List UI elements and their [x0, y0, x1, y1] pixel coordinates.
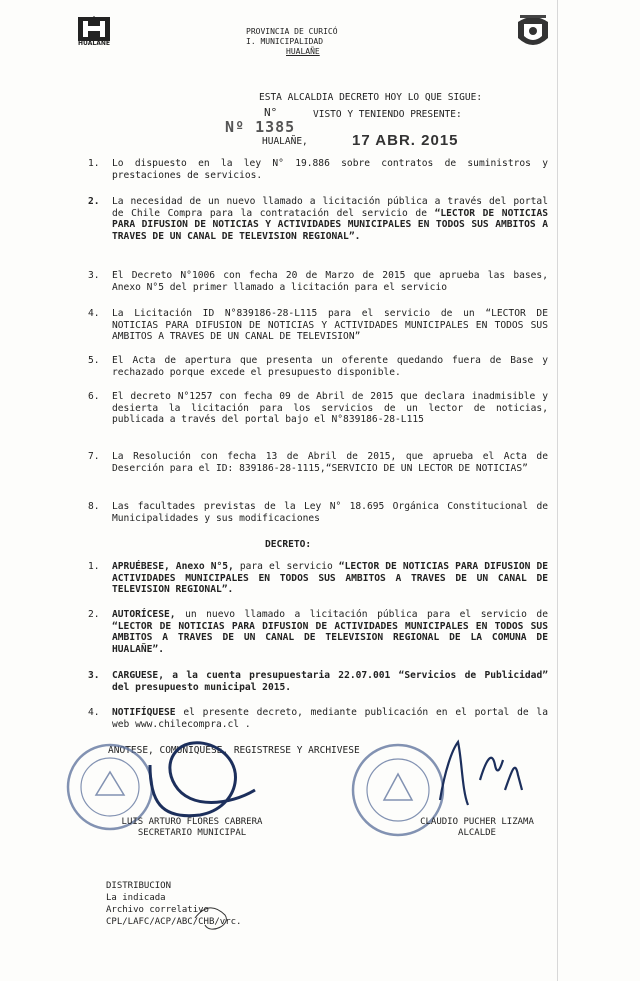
decreto-heading: DECRETO:: [265, 539, 312, 550]
distribution-line: CPL/LAFC/ACP/ABC/CHB/vrc.: [106, 917, 242, 927]
date-stamp: 17 ABR. 2015: [352, 132, 459, 149]
decreto-item: 2. AUTORÍCESE, un nuevo llamado a licitación pública para el servicio de “LECTOR DE NOTICIAS PARA DIFUSION DE ACTIVIDADES MUNICIPALES EN TODOS SUS AMBITOS A TRAVES DE UN CANAL DE TELEVISION REGIONAL DE LA COMUNA DE HUALAÑE”.: [88, 609, 548, 655]
visto-line: VISTO Y TENIENDO PRESENTE:: [313, 109, 462, 120]
intro-line: ESTA ALCALDIA DECRETO HOY LO QUE SIGUE:: [259, 92, 483, 103]
visto-item: 2. La necesidad de un nuevo llamado a licitación pública a través del portal de Chile Compra para la contratación del servicio de “LECTOR DE NOTICIAS PARA DIFUSION DE NOTICIAS Y ACTIVIDADES MUNICIPALES EN TODOS SUS AMBITOS A TRAVES DE UN CANAL DE TELEVISION REGIONAL”.: [88, 196, 548, 242]
distribution-block: [106, 880, 241, 928]
distribution-line: Archivo correlativo: [106, 905, 209, 915]
secretary-title: SECRETARIO MUNICIPAL: [137, 828, 247, 838]
visto-item: 7. La Resolución con fecha 13 de Abril de 2015, que aprueba el Acta de Deserción para el ID: 839186-28-1115,“SERVICIO DE UN LECTOR DE NOTICIAS”: [88, 451, 548, 474]
mayor-name: CLAUDIO PUCHER LIZAMA: [420, 817, 534, 827]
mayor-title: ALCALDE: [458, 828, 496, 838]
distribution-line: La indicada: [106, 893, 166, 903]
place-label: HUALAÑE,: [262, 136, 308, 147]
visto-item: 8. Las facultades previstas de la Ley N° 18.695 Orgánica Constitucional de Municipalidades y sus modificaciones: [88, 501, 548, 524]
secretary-signature-block: [107, 817, 277, 839]
mayor-signature-block: [382, 817, 572, 839]
coat-of-arms-icon: [514, 12, 552, 52]
visto-item: 5. El Acta de apertura que presenta un oferente quedando fuera de Base y rechazado porque excede el presupuesto disponible.: [88, 355, 548, 378]
decreto-item: 4. NOTIFÍQUESE el presente decreto, mediante publicación en el portal de la web www.chilecompra.cl .: [88, 707, 548, 730]
distribution-heading: DISTRIBUCION: [106, 881, 172, 891]
header-municipality: I. MUNICIPALIDAD: [246, 37, 324, 46]
header-commune: HUALAÑE: [286, 47, 320, 56]
crest-caption: HUALAÑE: [78, 40, 110, 47]
visto-item: 3. El Decreto N°1006 con fecha 20 de Marzo de 2015 que aprueba las bases, Anexo N°5 del primer llamado a licitación para el servicio: [88, 270, 548, 293]
visto-item: 4. La Licitación ID N°839186-28-L115 para el servicio de un “LECTOR DE NOTICIAS PARA DIFUSION DE NOTICIAS Y ACTIVIDADES MUNICIPALES EN TODOS SUS AMBITOS A TRAVES DE UN CANAL DE TELEVISION”: [88, 308, 548, 342]
mayor-signature-icon: [440, 742, 522, 805]
secretary-name: LUIS ARTURO FLORES CABRERA: [121, 817, 263, 827]
closing-line: ANOTESE, COMUNIQUESE, REGISTRESE Y ARCHIVESE: [108, 745, 360, 756]
decree-number-stamp: Nº 1385: [225, 118, 296, 136]
visto-item: 6. El decreto N°1257 con fecha 09 de Abril de 2015 que declara inadmisible y desierta la licitación para los servicios de un lector de noticias, publicada a través del portal bajo el N°839186-28-L115: [88, 391, 548, 425]
decreto-item: 1. APRUÉBESE, Anexo N°5, para el servicio “LECTOR DE NOTICIAS PARA DIFUSION DE ACTIVIDADES MUNICIPALES EN TODOS SUS AMBITOS A TRAVES DE UN CANAL DE TELEVISION REGIONAL”.: [88, 561, 549, 595]
decreto-item: 3. CARGUESE, a la cuenta presupuestaria 22.07.001 “Servicios de Publicidad” del presupuesto municipal 2015.: [88, 670, 548, 693]
decree-number-label: N°: [264, 106, 278, 119]
visto-item: 1. Lo dispuesto en la ley N° 19.886 sobre contratos de suministros y prestaciones de servicios.: [88, 158, 548, 181]
header-province: PROVINCIA DE CURICÓ: [246, 27, 338, 36]
